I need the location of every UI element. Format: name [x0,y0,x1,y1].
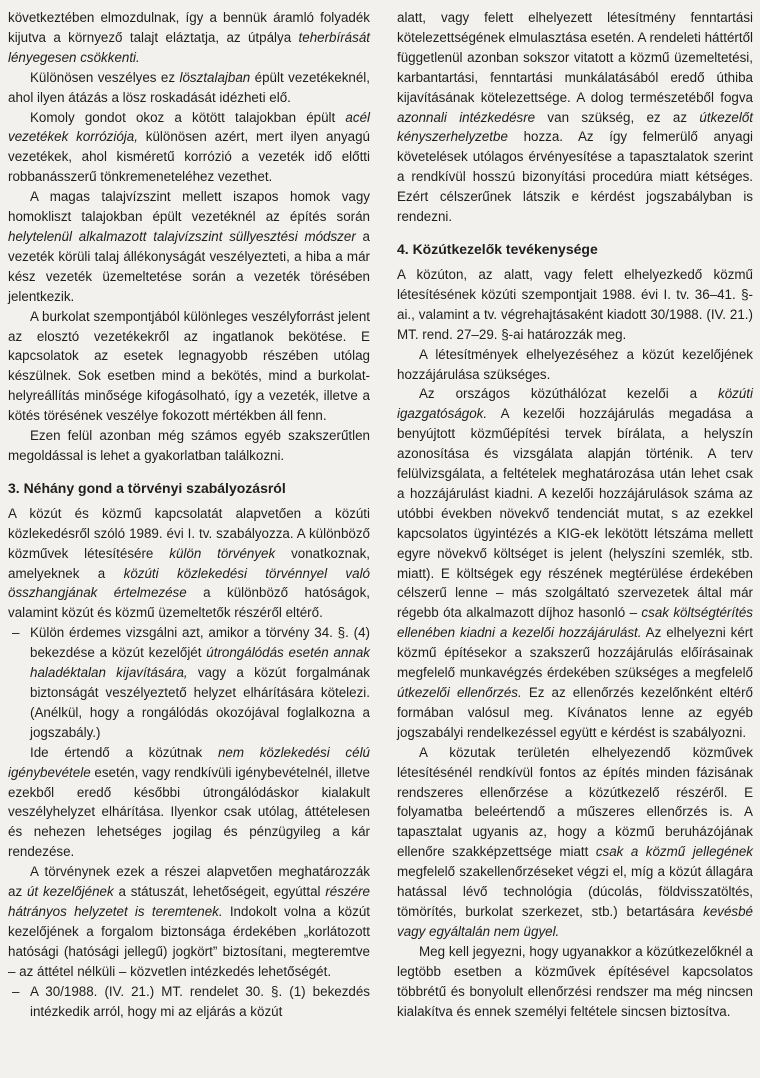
italic-emphasis: útkezelőt kényszerhelyzetbe [397,109,753,145]
right-column [397,8,753,1021]
list-item: – A 30/1988. (IV. 21.) MT. rendelet 30. §. (1) bekezdés intézkedik arról, hogy mi az eljárás a közút [8,982,370,1022]
dash-list [8,623,370,742]
italic-emphasis: útrongálódás esetén annak haladéktalan kijavítására, [30,645,370,681]
paragraph: Ide értendő a közútnak nem közlekedési célú igénybevétele esetén, vagy rendkívüli igénybevételnél, illetve ezekből eredő későbbi útrongálódáskor kialakult veszélyhelyzet elhárítása. Ilyenkor csak utólag, áttételesen és nehezen lehetséges jogilag és pénzügyileg a kár rendezése. [8,744,370,860]
paragraph: Meg kell jegyezni, hogy ugyanakkor a közútkezelőknél a legtöbb esetben a közművek építésével kapcsolatos többrétű és bonyolult ellenőrzési rendszer ma még nincsen kialakítva és ennek személyi feltétele sincsen biztosítva. [397,943,753,1019]
paragraph: A közutak területén elhelyezendő közművek létesítésénél rendkívül fontos az építés minden fázisának rendszeres ellenőrzése a közútkezelő részéről. E folyamatba beleértendő a műszeres ellenőrzés is. A tapasztalat ugyanis az, hogy a közmű beruházójának ellenőre szakképzettsége miatt csak a közmű jellegének megfelelő szakellenőrzéseket végzi el, míg a közút állagára hatással lévő technológia (dúcolás, földvisszatöltés, tömörítés, burkolat szerkezet, stb.) betartására kevésbé vagy egyáltalán nem ügyel. [397,744,753,939]
italic-emphasis: teherbírását lényegesen csökkenti. [8,29,370,65]
italic-emphasis: útkezelői ellenőrzés. [397,685,522,700]
italic-emphasis: külön törvények [169,545,276,561]
italic-emphasis: acél vezetékek korróziója, [8,109,370,145]
paragraph: A létesítmények elhelyezéséhez a közút kezelőjének hozzájárulása szükséges. [397,346,753,382]
paragraph: A törvénynek ezek a részei alapvetően meghatározzák az út kezelőjének a státuszát, lehetőségeit, egyúttal részére hátrányos helyzetet is teremtenek. Indokolt volna a közút kezelőjének a forgalom biztonsága érdekében „korlátozott hatósági (hatósági jellegű) jogkört” biztosítani, megteremtve – az áttétel nélküli – közvetlen intézkedés lehetőségét. [8,864,370,979]
paragraph: Komoly gondot okoz a kötött talajokban épült acél vezetékek korróziója, különösen azért, mert ilyen anyagú vezetékek, ahol kisméretű korrózió a vezeték idő előtti robbanásszerű tönkremeneteléhez vezethet. [8,109,370,185]
paragraph: A közút és közmű kapcsolatát alapvetően a közúti közlekedésről szóló 1989. évi I. tv. szabályozza. A különböző közművek létesítésére külön törvények vonatkoznak, amelyeknek a közúti közlekedési törvénnyel való összhangjának értelmezése a különböző hatóságok, valamint közút és közmű üzemeltetők részéről eltérő. [8,505,370,621]
paragraph: alatt, vagy felett elhelyezett létesítmény fenntartási kötelezettségének elmulasztása esetén. A rendeleti háttértől függetlenül azonban sokszor vitatott a közmű üzemeltetési, karbantartási, fenntartási munkálatásából eredő úthiba kijavításának kötelezettsége. A dolog természetéből fogva azonnali intézkedésre van szükség, ez az útkezelőt kényszerhelyzetbe hozza. Az így felmerülő anyagi követelések utólagos érvényesítése a tapasztalatok szerint a rendkívül hosszú bizonyítási procedúra miatt kétséges. Ezért célszerűnek látszik e kérdést jogszabályban is rendezni. [397,10,753,225]
paragraph: Különösen veszélyes ez lösztalajban épült vezetékeknél, ahol ilyen átázás a lösz roskadását idézheti elő. [8,69,370,105]
italic-emphasis: csak a közmű jellegének [595,844,753,860]
italic-emphasis: azonnali intézkedésre [397,109,536,125]
paragraph: A burkolat szempontjából különleges veszélyforrást jelent az elosztó vezetékekről az ingatlanok bekötése. E kapcsolatok az esetek legnagyobb részében utólag készülnek. Sok esetben mind a bekötés, mind a burkolat-helyreállítás minősége kifogásolható, így a vezeték, illetve a kötés törésének veszélye fokozott mértékben áll fenn. [8,308,370,424]
italic-emphasis: részére hátrányos helyzetet is teremtenek. [8,884,370,919]
italic-emphasis: közúti igazgatóságok. [397,386,753,422]
paragraph: következtében elmozdulnak, így a bennük áramló folyadék kijutva a környező talajt eláztatja, az útpálya teherbírását lényegesen csökkenti. [8,10,370,65]
left-column [8,8,370,1021]
section-heading: 4. Közútkezelők tevékenysége [397,240,598,257]
italic-emphasis: helytelenül alkalmazott talajvízszint süllyesztési módszer [8,228,356,244]
paragraph: Az országos közúthálózat kezelői a közúti igazgatóságok. A kezelői hozzájárulás megadása a benyújtott közműépítési tervek bírálata, a helyszín azonosítása és vizsgálata alapján történik. A terv felülvizsgálata, a feltételek meghatározása után lehet csak a hozzájárulást kiadni. A kezelői hozzájárulások száma az utóbbi években növekvő tendenciát mutat, s az ezekkel kapcsolatos ügyintézés a KIG-ek lekötött létszáma mellett egyre növekvő költséget is jelent (helyszíni szemlék, stb. miatt). E költségek egy részének megtérülése érdekében célszerű lenne – más szolgáltató szervezetek által már régebb óta alkalmazott díjhoz hasonló – csak költségtérítés ellenében kiadni a kezelői hozzájárulást. Az elhelyezni kért közmű építésekor a szakszerű hozzájárulás előírásainak megfelelő munkavégzés érdekében szükséges a megfelelő útkezelői ellenőrzés. Ez az ellenőrzés kezelőnként eltérő formában valósul meg. Kívánatos lenne az egyéb jogszabályi rendelkezéssel együtt e kérdést is szabályozni. [397,386,754,740]
paragraph: A magas talajvízszint mellett iszapos homok vagy homokliszt talajokban épült vezetéknél az építés során helytelenül alkalmazott talajvízszint süllyesztési módszer a vezeték körüli talaj állékonyságát veszélyezteti, a hiba a már kész vezeték üzemeltetése során a vezeték törésében jelentkezik. [8,189,370,304]
italic-emphasis: nem közlekedési célú igénybevétele [8,744,370,780]
italic-emphasis: közúti közlekedési törvénnyel való összhangjának értelmezése [8,565,370,601]
list-item: – Külön érdemes vizsgálni azt, amikor a törvény 34. §. (4) bekezdése a közút kezelőjét útrongálódás esetén annak haladéktalan kijavítására, vagy a közút forgalmának biztonságát veszélyeztető helyzet elhárítására kötelezi. (Anélkül, hogy a rongálódás okozójával foglalkozna a jogszabály.) [8,623,370,742]
italic-emphasis: lösztalajban [179,69,251,85]
italic-emphasis: csak költségtérítés ellenében kiadni a kezelői hozzájárulást. [397,605,753,641]
paragraph: Ezen felül azonban még számos egyéb szakszerűtlen megoldással is lehet a gyakorlatban találkozni. [8,428,370,463]
paragraph: A közúton, az alatt, vagy felett elhelyezkedő közmű létesítésének közúti szempontjait 1988. évi I. tv. 36–41. §-ai., valamint a tv. végrehajtásaként kiadott 30/1988. (IV. 21.) MT. rend. 27–29. §-ai határozzák meg. [397,266,753,342]
section-heading: 3. Néhány gond a törvényi szabályozásról [8,479,286,496]
italic-emphasis: út kezelőjének [26,884,114,900]
dash-list [8,982,370,1022]
italic-emphasis: kevésbé vagy egyáltalán nem ügyel. [397,903,753,939]
